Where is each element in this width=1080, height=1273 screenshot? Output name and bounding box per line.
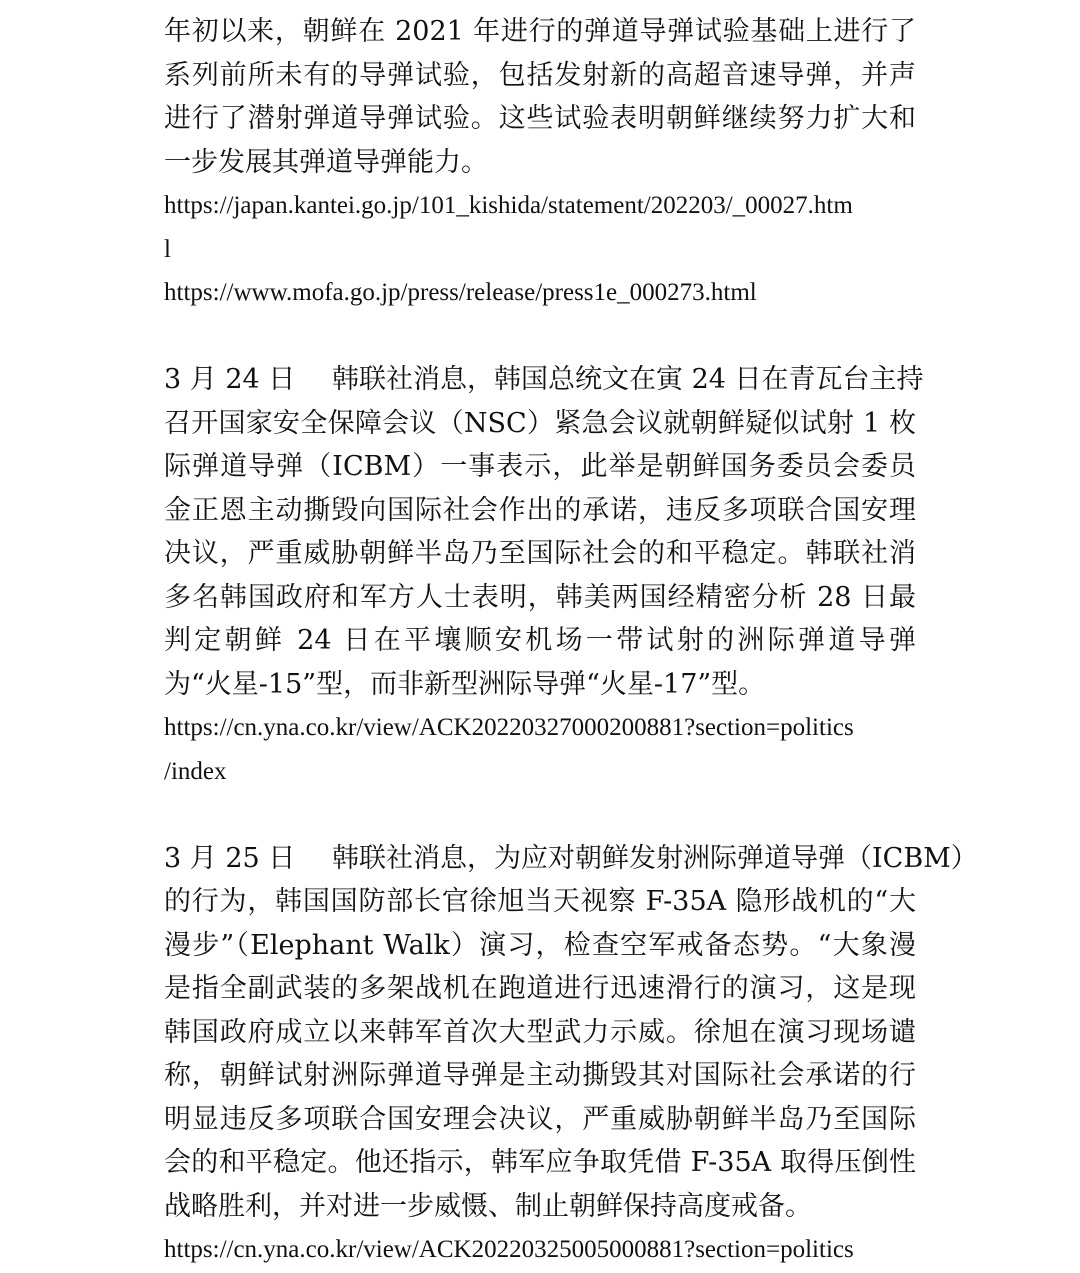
paragraph-line: 漫步”（Elephant Walk）演习，检查空军戒备态势。“大象漫 <box>164 929 916 961</box>
paragraph-text: 韩联社消息，韩国总统文在寅 24 日在青瓦台主持 <box>332 364 924 395</box>
paragraph-line <box>164 358 924 402</box>
paragraph-line: 际弹道导弹（ICBM）一事表示，此举是朝鲜国务委员会委员 <box>164 451 916 482</box>
source-link[interactable]: https://cn.yna.co.kr/view/ACK20220325005000881?section=politics <box>164 1236 854 1263</box>
news-entry <box>164 10 916 315</box>
source-link[interactable]: https://cn.yna.co.kr/view/ACK20220327000200881?section=politics <box>164 714 854 741</box>
paragraph-line: 系列前所未有的导弹试验，包括发射新的高超音速导弹，并声 <box>164 59 916 91</box>
paragraph-line <box>164 837 978 881</box>
paragraph-line: 的行为，韩国国防部长官徐旭当天视察 F-35A 隐形战机的“大 <box>164 886 916 917</box>
paragraph-text: 韩联社消息，为应对朝鲜发射洲际弹道导弹（ICBM） <box>332 842 978 874</box>
paragraph-line: 是指全副武装的多架战机在跑道进行迅速滑行的演习，这是现 <box>164 973 916 1004</box>
paragraph-gap <box>164 793 916 837</box>
paragraph-line: 称，朝鲜试射洲际弹道导弹是主动撕毁其对国际社会承诺的行 <box>164 1060 916 1091</box>
news-entry <box>164 837 978 1272</box>
paragraph-line: 年初以来，朝鲜在 2021 年进行的弹道导弹试验基础上进行了 <box>164 16 916 47</box>
paragraph-gap <box>164 315 916 359</box>
news-entry <box>164 358 924 793</box>
paragraph-line: 决议，严重威胁朝鲜半岛乃至国际社会的和平稳定。韩联社消 <box>164 538 916 569</box>
paragraph-line: 战略胜利，并对进一步威慑、制止朝鲜保持高度戒备。 <box>164 1190 812 1222</box>
paragraph-line: 会的和平稳定。他还指示，韩军应争取凭借 F-35A 取得压倒性 <box>164 1147 916 1178</box>
source-link[interactable]: https://japan.kantei.go.jp/101_kishida/statement/202203/_00027.htm <box>164 192 853 219</box>
paragraph-line: 召开国家安全保障会议（NSC）紧急会议就朝鲜疑似试射 1 枚 <box>164 407 916 439</box>
source-link-continuation[interactable]: /index <box>164 757 227 785</box>
paragraph-line: 明显违反多项联合国安理会决议，严重威胁朝鲜半岛乃至国际 <box>164 1103 916 1135</box>
paragraph-line: 金正恩主动撕毁向国际社会作出的承诺，违反多项联合国安理 <box>164 494 916 526</box>
article-body <box>164 10 978 1272</box>
source-link[interactable]: https://www.mofa.go.jp/press/release/press1e_000273.html <box>164 279 757 306</box>
source-link-continuation[interactable]: l <box>164 235 171 263</box>
entry-date: 3 月 24 日 <box>164 364 296 395</box>
paragraph-line: 韩国政府成立以来韩军首次大型武力示威。徐旭在演习现场谴 <box>164 1016 916 1048</box>
paragraph-line: 判定朝鲜 24 日在平壤顺安机场一带试射的洲际弹道导弹 <box>164 625 916 656</box>
paragraph-line: 多名韩国政府和军方人士表明，韩美两国经精密分析 28 日最 <box>164 581 916 613</box>
paragraph-line: 一步发展其弹道导弹能力。 <box>164 146 488 178</box>
paragraph-line: 为“火星-15”型，而非新型洲际导弹“火星-17”型。 <box>164 668 766 700</box>
entry-date: 3 月 25 日 <box>164 842 296 874</box>
paragraph-line: 进行了潜射弹道导弹试验。这些试验表明朝鲜继续努力扩大和 <box>164 103 916 134</box>
